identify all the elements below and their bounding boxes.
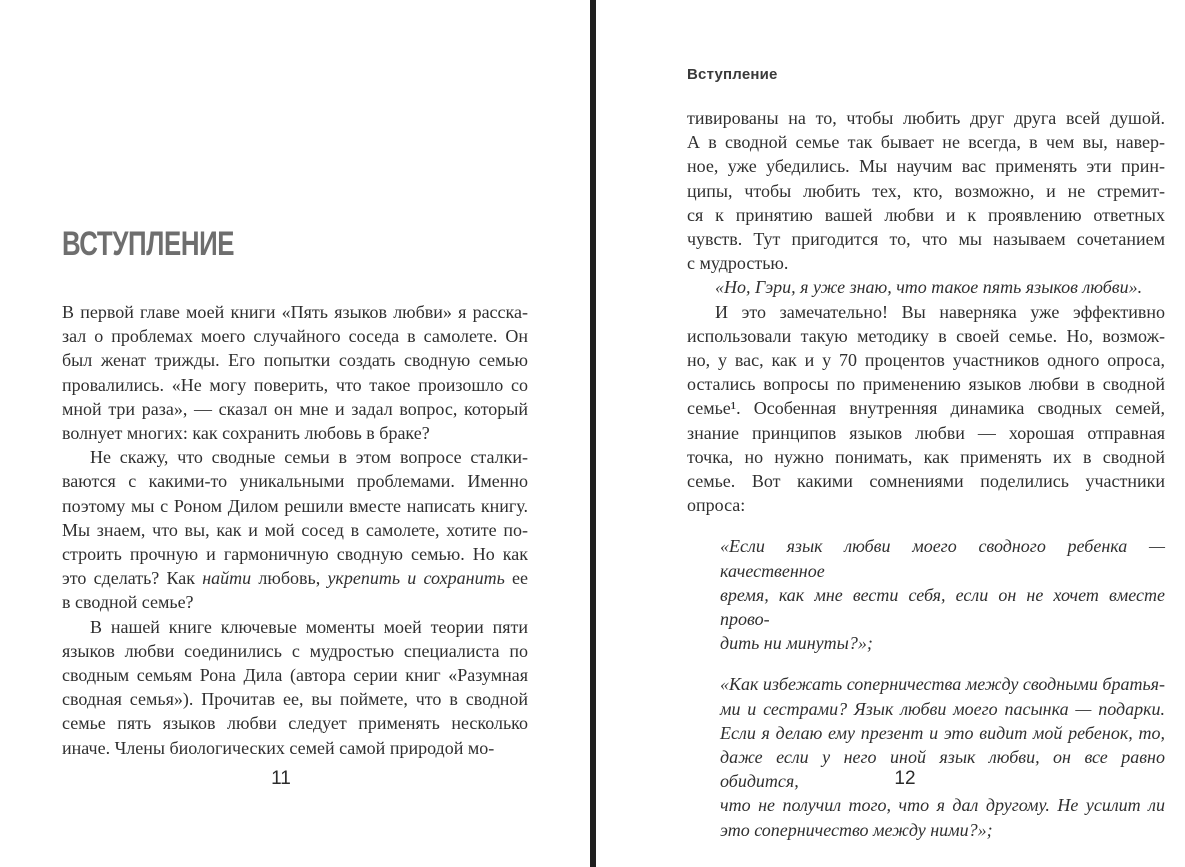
chapter-heading: ВСТУПЛЕНИЕ: [62, 225, 235, 263]
text-line: «Но, Гэри, я уже знаю, что такое пять языков любви».: [715, 277, 1143, 298]
paragraph: [687, 275, 1165, 299]
text-line: с мудростью.: [687, 253, 789, 274]
text-line: Не скажу, что сводные семьи в этом вопросе сталки-: [90, 447, 528, 468]
text-line: опроса:: [687, 495, 746, 516]
text-line: мной три раза», — сказал он мне и задал вопрос, который: [62, 398, 528, 419]
text-line: семье. Вот какими сомнениями поделились участники: [687, 471, 1165, 492]
emphasis-text: найти: [202, 568, 252, 589]
text-line: чувств. Тут пригодится то, что мы называем сочетанием: [687, 229, 1165, 250]
text-line: сводная семья»). Прочитав ее, вы поймете, что в сводной: [62, 689, 528, 710]
text-line: что не получил того, что я дал другому. Не усилит ли: [720, 795, 1165, 816]
paragraph: [62, 445, 528, 614]
text-line: [62, 566, 528, 590]
text-line: языков любви соединились с мудростью специалиста по: [62, 640, 528, 661]
text-line: И это замечательно! Вы наверняка уже эффективно: [715, 301, 1165, 322]
text-line: ное, уже убедились. Мы научим вас применять эти прин-: [687, 156, 1165, 177]
text-line: сводным семьям Рона Дила (автора серии книг «Разумная: [62, 665, 528, 686]
text-line: иначе. Члены биологических семей самой природой мо-: [62, 737, 495, 758]
block-quote: [720, 534, 1165, 655]
text-line: Мы знаем, что вы, как и мой сосед в самолете, хотите по-: [62, 519, 528, 540]
paragraph: [62, 300, 528, 445]
text-line: ся к принятию вашей любви и к проявлению ответных: [687, 204, 1165, 225]
emphasis-text: укрепить и сохранить: [327, 568, 505, 589]
text-line: строить прочную и гармоничную сводную семью. Но как: [62, 544, 528, 565]
text-line: знание принципов языков любви — хорошая отправная: [687, 422, 1165, 443]
right-page-number: 12: [894, 768, 916, 789]
paragraph: [687, 300, 1165, 518]
left-page-number: 11: [271, 768, 291, 789]
text-line: поэтому мы с Роном Дилом решили вместе написать книгу.: [62, 495, 528, 516]
text-line: зал о проблемах моего случайного соседа в самолете. Он: [62, 326, 528, 347]
text-line: семье пять языков любви следует применять несколько: [62, 713, 528, 734]
text-segment: ее: [504, 568, 528, 589]
left-page: [0, 0, 590, 867]
text-line: даже если у него иной язык любви, он все равно обидится,: [720, 747, 1165, 792]
text-line: Если я делаю ему презент и это видит мой ребенок, то,: [720, 722, 1165, 743]
text-line: это соперничество между ними?»;: [720, 819, 993, 840]
text-line: провалились. «Не могу поверить, что такое произошло со: [62, 374, 528, 395]
text-line: был женат трижды. Его попытки создать сводную семью: [62, 350, 528, 371]
block-quote: [720, 672, 1165, 841]
text-line: А в сводной семье так бывает не всегда, в чем вы, навер-: [687, 132, 1165, 153]
text-segment: это сделать? Как: [62, 568, 203, 589]
text-line: использовали такую методику в своей семье. Но, возмож-: [687, 325, 1165, 346]
text-line: ваются с какими-то уникальными проблемами. Именно: [62, 471, 528, 492]
text-segment: любовь,: [251, 568, 328, 589]
text-line: в сводной семье?: [62, 592, 194, 613]
text-line: семье¹. Особенная внутренняя динамика сводных семей,: [687, 398, 1165, 419]
text-line: «Как избежать соперничества между сводными братья-: [720, 674, 1165, 695]
text-line: дить ни минуты?»;: [720, 633, 873, 654]
text-line: остались вопросы по применению языков любви в сводной: [687, 374, 1165, 395]
text-line: тивированы на то, чтобы любить друг друга всей душой.: [687, 108, 1165, 128]
text-line: но, у вас, как и у 70 процентов участников одного опроса,: [687, 350, 1165, 371]
text-line: точка, но нужно понимать, как применять их в сводной: [687, 446, 1165, 467]
text-line: ципы, чтобы любить тех, кто, возможно, и не стремит-: [687, 180, 1165, 201]
left-page-body: [62, 300, 528, 760]
text-line: «Если язык любви моего сводного ребенка — качественное: [720, 536, 1165, 581]
right-page-body: [687, 106, 1165, 842]
text-line: В первой главе моей книги «Пять языков любви» я расска-: [62, 302, 528, 322]
text-line: ми и сестрами? Язык любви моего пасынка — подарки.: [720, 698, 1165, 719]
paragraph: [62, 615, 528, 760]
text-line: В нашей книге ключевые моменты моей теории пяти: [90, 616, 528, 637]
paragraph: [687, 106, 1165, 275]
right-page: [596, 0, 1185, 867]
text-line: волнует многих: как сохранить любовь в браке?: [62, 423, 430, 444]
text-line: время, как мне вести себя, если он не хочет вместе прово-: [720, 584, 1165, 630]
running-head: Вступление: [687, 66, 778, 83]
